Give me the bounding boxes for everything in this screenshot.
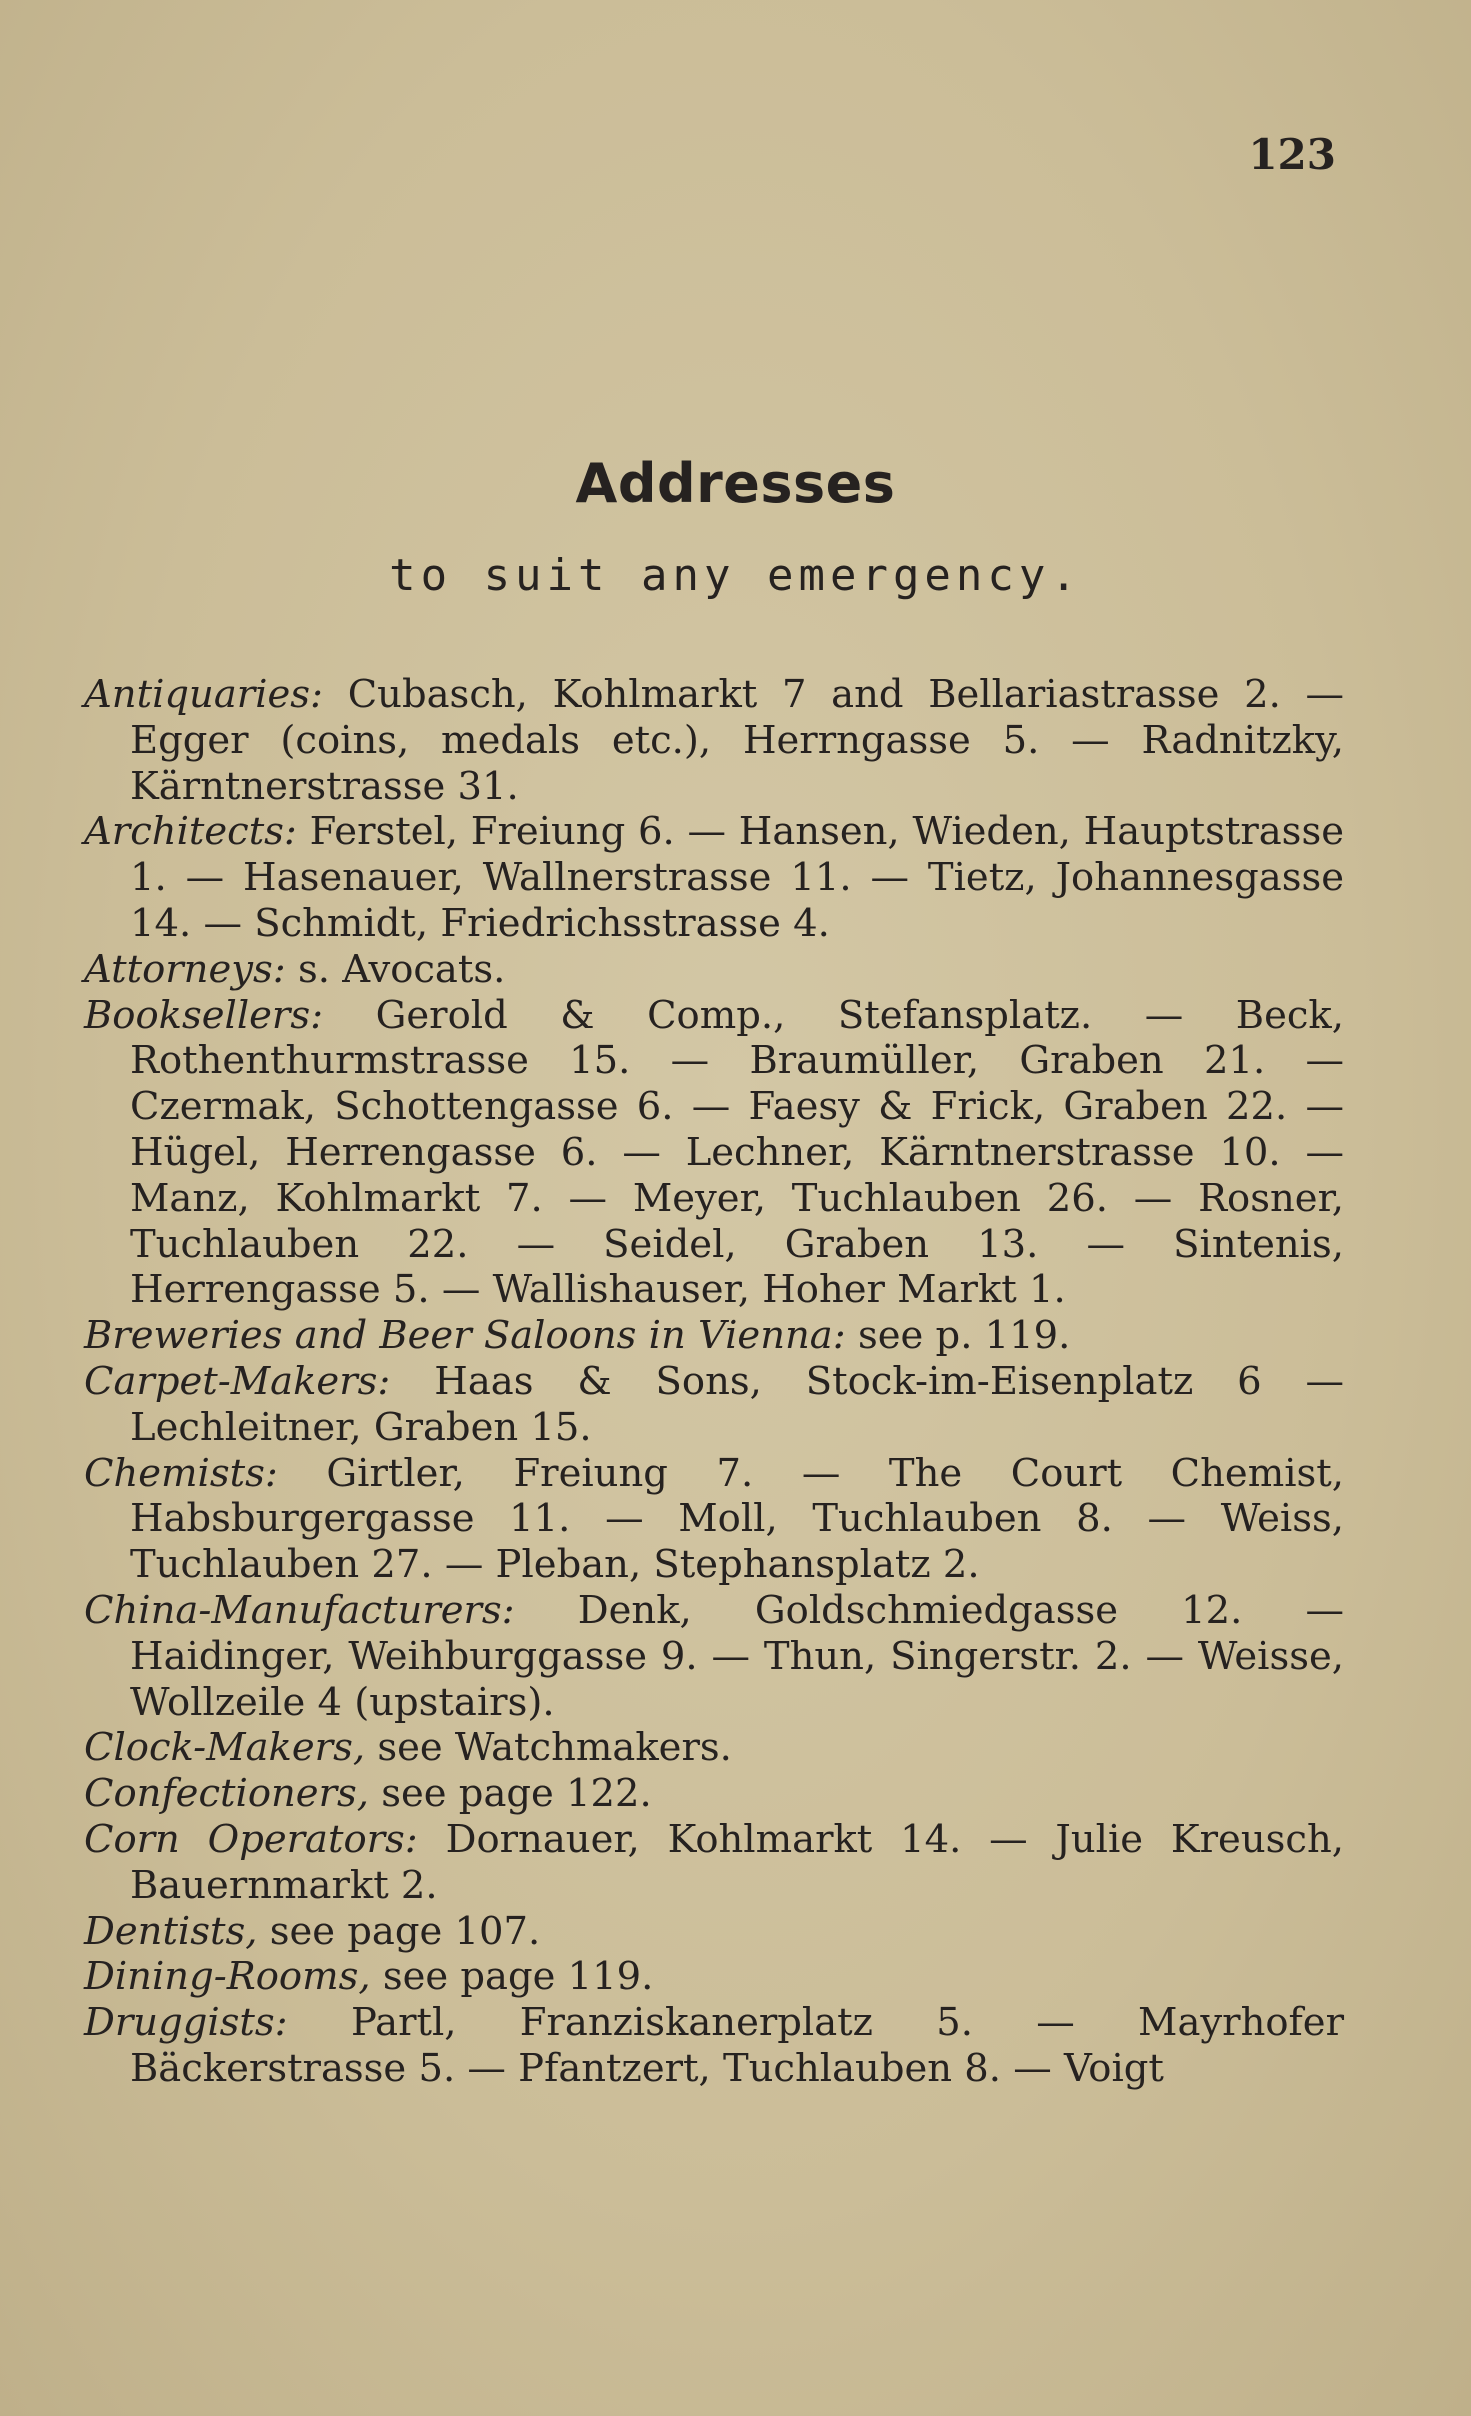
address-list bbox=[84, 672, 1344, 2092]
entry-category: Dentists, bbox=[84, 1908, 258, 1954]
entry-category: China-Manufacturers: bbox=[84, 1587, 515, 1633]
entry-category: Architects: bbox=[84, 809, 297, 855]
entry-architects bbox=[84, 809, 1344, 946]
entry-category: Confectioners, bbox=[84, 1771, 369, 1817]
entry-text: s. Avocats. bbox=[297, 946, 506, 992]
entry-text: see p. 119. bbox=[857, 1313, 1071, 1359]
entry-booksellers bbox=[84, 993, 1344, 1314]
entry-text: Partl, Franziskanerplatz 5. — Mayrhofer Bäckerstrasse 5. — Pfantzert, Tuchlauben 8. — Voigt bbox=[130, 2000, 1344, 2091]
entry-category: Antiquaries: bbox=[84, 672, 324, 717]
entry-text: Gerold & Comp., Stefansplatz. — Beck, Rothenthurmstrasse 15. — Braumüller, Graben 21. — Czermak, Schottengasse 6. — Faesy & Frick, Graben 22. — Hügel, Herrengasse 6. — Lechner, Kärntnerstrasse 10. — Manz, Kohlmarkt 7. — Meyer, Tuchlauben 26. — Rosner, Tuchlauben 22. — Seidel, Graben 13. — Sintenis, Herrengasse 5. — Wallishauser, Hoher Markt 1. bbox=[130, 992, 1344, 1313]
entry-text: Girtler, Freiung 7. — The Court Chemist, Habsburgergasse 11. — Moll, Tuchlauben 8. — Weiss, Tuchlauben 27. — Pleban, Stephansplatz 2. bbox=[130, 1450, 1344, 1588]
entry-carpet-makers bbox=[84, 1359, 1344, 1451]
entry-text: Dornauer, Kohlmarkt 14. — Julie Kreusch, Bauernmarkt 2. bbox=[130, 1816, 1344, 1908]
entry-chemists bbox=[84, 1451, 1344, 1588]
entry-clock-makers bbox=[84, 1725, 1344, 1771]
entry-category: Corn Operators: bbox=[84, 1816, 418, 1862]
entry-text: see page 119. bbox=[382, 1954, 654, 2000]
entry-breweries bbox=[84, 1313, 1344, 1359]
entry-category: Chemists: bbox=[84, 1450, 278, 1496]
entry-category: Booksellers: bbox=[84, 992, 324, 1038]
entry-text: Ferstel, Freiung 6. — Hansen, Wieden, Hauptstrasse 1. — Hasenauer, Wallnerstrasse 11. — Tietz, Johannesgasse 14. — Schmidt, Friedrichsstrasse 4. bbox=[130, 809, 1344, 946]
entry-attorneys bbox=[84, 947, 1344, 993]
entry-confectioners bbox=[84, 1771, 1344, 1817]
section-subtitle: to suit any emergency. bbox=[389, 550, 1082, 601]
entry-dining-rooms bbox=[84, 1954, 1344, 2000]
entry-china-manufacturers bbox=[84, 1588, 1344, 1725]
entry-text: see Watchmakers. bbox=[377, 1725, 732, 1771]
page-number: 123 bbox=[1248, 130, 1336, 179]
entry-dentists bbox=[84, 1909, 1344, 1955]
entry-antiquaries bbox=[84, 672, 1344, 809]
entry-druggists bbox=[84, 2000, 1344, 2092]
section-title: Addresses bbox=[575, 452, 896, 515]
entry-text: see page 107. bbox=[269, 1908, 541, 1954]
entry-category: Druggists: bbox=[84, 2000, 288, 2046]
entry-text: Denk, Goldschmiedgasse 12. — Haidinger, Weihburggasse 9. — Thun, Singerstr. 2. — Weisse, Wollzeile 4 (upstairs). bbox=[130, 1587, 1344, 1725]
entry-category: Dining-Rooms, bbox=[84, 1954, 371, 2000]
entry-category: Breweries and Beer Saloons in Vienna: bbox=[84, 1313, 846, 1359]
entry-category: Attorneys: bbox=[84, 946, 286, 992]
entry-text: Haas & Sons, Stock-im-Eisenplatz 6 — Lechleitner, Graben 15. bbox=[130, 1358, 1344, 1450]
entry-category: Clock-Makers, bbox=[84, 1725, 366, 1771]
entry-text: Cubasch, Kohlmarkt 7 and Bellariastrasse 2. — Egger (coins, medals etc.), Herrngasse 5. — Radnitzky, Kärntnerstrasse 31. bbox=[130, 672, 1344, 809]
entry-category: Carpet-Makers: bbox=[84, 1358, 391, 1404]
entry-text: see page 122. bbox=[381, 1771, 652, 1817]
entry-corn-operators bbox=[84, 1817, 1344, 1909]
